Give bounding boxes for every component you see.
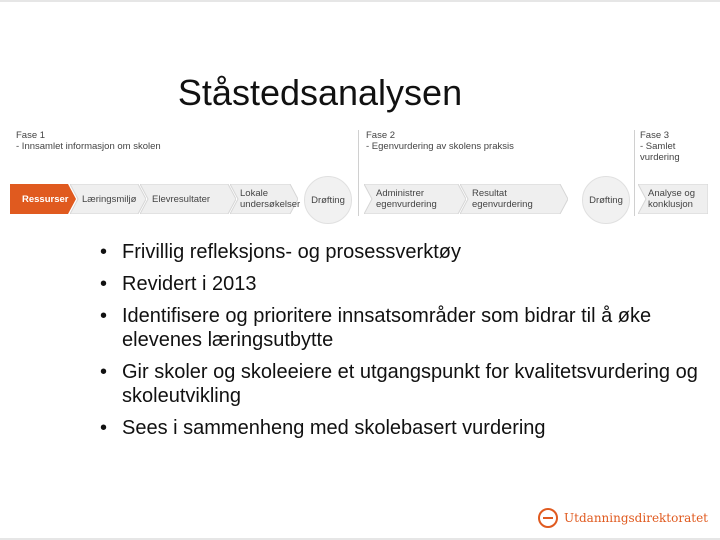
step-resultat-egenvurdering [460, 184, 568, 214]
bullet-item: • Gir skoler og skoleeiere et utgangspunkt for kvalitetsvurdering og skoleutvikling [100, 360, 700, 408]
phase-2-name: Fase 2 [366, 130, 396, 141]
phase-3-name: Fase 3 [640, 130, 670, 141]
step-label: Resultat egenvurdering [472, 188, 533, 210]
phase-3 [640, 130, 708, 163]
step-label: Drøfting [589, 194, 623, 206]
phase-2-desc: - Egenvurdering av skolens praksis [366, 141, 514, 152]
udir-logo-icon [538, 508, 558, 528]
step-label: Analyse og konklusjon [648, 188, 696, 210]
process-diagram [10, 126, 710, 226]
step-analyse-og-konklusjon [638, 184, 708, 214]
bullet-item: • Revidert i 2013 [100, 272, 700, 296]
phase-1 [16, 130, 161, 152]
step-ressurser [10, 184, 76, 214]
bullet-item: • Identifisere og prioritere innsatsområder som bidrar til å øke elevenes læringsutbytte [100, 304, 700, 352]
phase-1-name: Fase 1 [16, 130, 46, 141]
phase-2 [366, 130, 514, 152]
logo-text: Utdanningsdirektoratet [564, 511, 708, 525]
step-label: Administrer egenvurdering [376, 188, 437, 210]
step-laeringsmiljo [70, 184, 146, 214]
step-administrer-egenvurdering [364, 184, 466, 214]
bullet-item: • Sees i sammenheng med skolebasert vurdering [100, 416, 700, 440]
step-lokale-undersokelser [230, 184, 301, 214]
phase-3-desc: - Samlet vurdering [640, 141, 680, 163]
slide-title: Ståstedsanalysen [177, 72, 463, 113]
process-bar [10, 184, 710, 214]
step-label: Drøfting [311, 194, 345, 206]
bullet-list [100, 240, 700, 448]
bullet-item: • Frivillig refleksjons- og prosessverktøy [100, 240, 700, 264]
step-label: Ressurser [22, 193, 69, 205]
step-elevresultater [140, 184, 236, 214]
step-label: Lokale undersøkelser [240, 188, 301, 210]
udir-logo [538, 508, 708, 528]
step-label: Læringsmiljø [82, 193, 137, 205]
phase-1-desc: - Innsamlet informasjon om skolen [16, 141, 161, 152]
step-label: Elevresultater [152, 193, 211, 205]
step-drofting-1 [304, 176, 352, 224]
step-drofting-2 [582, 176, 630, 224]
